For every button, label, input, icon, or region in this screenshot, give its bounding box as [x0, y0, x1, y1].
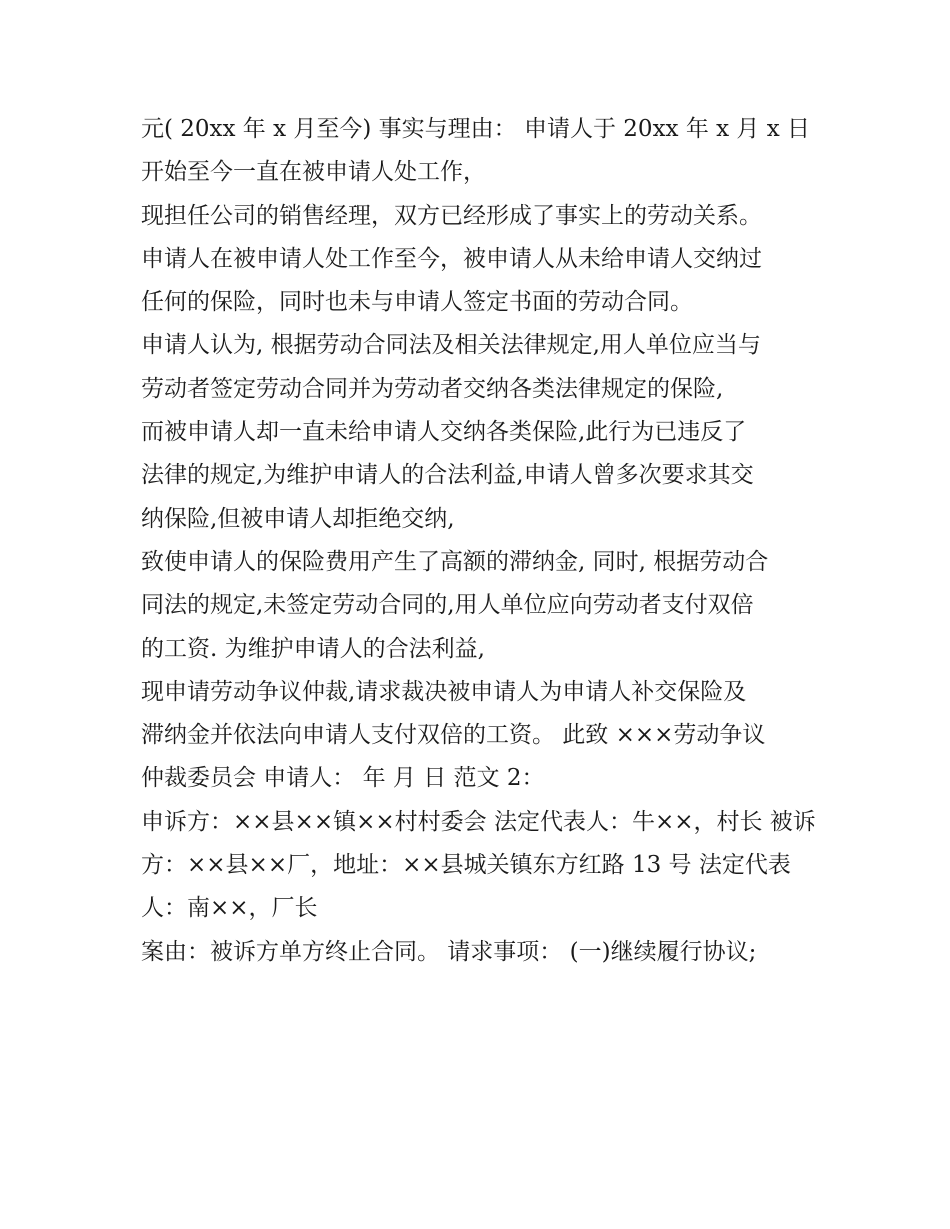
- text-line-5: 任何的保险，同时也未与申请人签定书面的劳动合同。: [141, 289, 693, 316]
- text-line-2: 开始至今一直在被申请人处工作，: [141, 159, 486, 186]
- text-line-3: 现担任公司的销售经理，双方已经形成了事实上的劳动关系。: [141, 202, 762, 229]
- text-line-14: 现申请劳动争议仲裁,请求裁决被申请人为申请人补交保险及: [141, 678, 747, 705]
- text-line-11: 致使申请人的保险费用产生了高额的滞纳金, 同时, 根据劳动合: [141, 548, 769, 575]
- text-line-1: 元( 20xx 年 x 月至今) 事实与理由： 申请人于 20xx 年 x 月 x 日: [141, 116, 811, 142]
- document-body: [141, 108, 821, 974]
- text-line-16: 仲裁委员会 申请人： 年 月 日 范文 2：: [141, 765, 545, 792]
- text-line-9: 法律的规定,为维护申请人的合法利益,申请人曾多次要求其交: [141, 462, 754, 489]
- text-line-18: 方：××县××厂，地址：××县城关镇东方红路 13 号 法定代表: [141, 852, 791, 879]
- text-line-19: 人：南××，厂长: [141, 895, 318, 922]
- text-line-6: 申请人认为, 根据劳动合同法及相关法律规定,用人单位应当与: [141, 332, 761, 359]
- text-line-4: 申请人在被申请人处工作至今，被申请人从未给申请人交纳过: [141, 245, 762, 272]
- text-line-15: 滞纳金并依法向申请人支付双倍的工资。 此致 ×××劳动争议: [141, 722, 766, 749]
- text-line-10: 纳保险,但被申请人却拒绝交纳,: [141, 505, 455, 532]
- text-line-7: 劳动者签定劳动合同并为劳动者交纳各类法律规定的保险,: [141, 375, 724, 402]
- text-line-17: 申诉方：××县××镇××村村委会 法定代表人：牛××，村长 被诉: [141, 808, 816, 835]
- text-line-13: 的工资. 为维护申请人的合法利益,: [141, 635, 485, 662]
- text-line-12: 同法的规定,未签定劳动合同的,用人单位应向劳动者支付双倍: [141, 592, 754, 619]
- text-line-20: 案由：被诉方单方终止合同。 请求事项： (一)继续履行协议;: [141, 938, 757, 965]
- text-line-8: 而被申请人却一直未给申请人交纳各类保险,此行为已违反了: [141, 419, 747, 446]
